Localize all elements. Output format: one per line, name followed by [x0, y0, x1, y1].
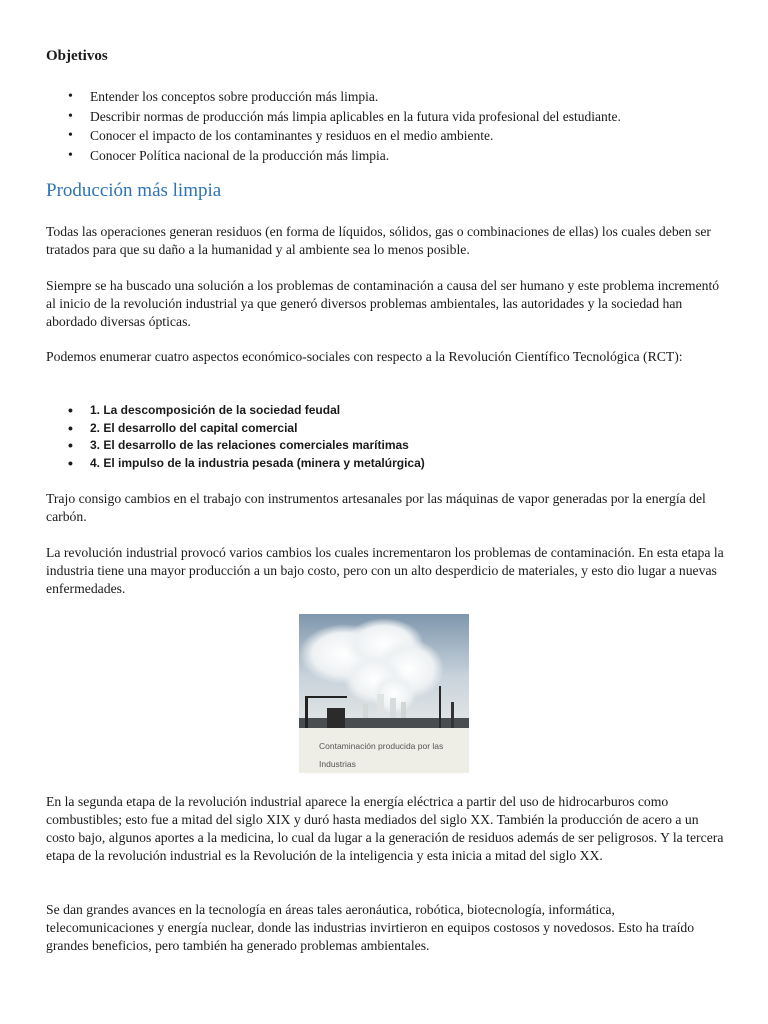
list-item: • Conocer el impacto de los contaminantes y residuos en el medio ambiente. — [46, 126, 746, 146]
list-item: • 1. La descomposición de la sociedad feudal — [46, 402, 646, 420]
paragraph: Se dan grandes avances en la tecnología en áreas tales aeronáutica, robótica, biotecnología, informática, telecomunicaciones y energía nuclear, donde las industrias invirtieron en equipos costosos y novedosos. Esto ha traído grandes beneficios, pero también ha generado problemas ambientales. — [46, 902, 695, 953]
caption-line: Contaminación producida por las — [319, 741, 444, 751]
paragraph: Todas las operaciones generan residuos (en forma de líquidos, sólidos, gas o combinaciones de ellas) los cuales deben ser tratados para que su daño a la humanidad y al ambiente sea lo menos posible. — [46, 224, 711, 257]
pollution-figure — [299, 614, 469, 773]
paragraph: En la segunda etapa de la revolución industrial aparece la energía eléctrica a partir del uso de hidrocarburos como combustibles; esto fue a mitad del siglo XIX y duró hasta mediados del siglo XX. También la producción de acero a un costo bajo, algunos aportes a la medicina, lo cual da lugar a la generación de residuos además de ser peligrosos. Y la tercera etapa de la revolución industrial es la Revolución de la inteligencia y esta inicia a mitad del siglo XX. — [46, 794, 724, 863]
figure-caption — [319, 737, 459, 773]
paragraph: Trajo consigo cambios en el trabajo con instrumentos artesanales por las máquinas de vapor generadas por la energía del carbón. — [46, 491, 706, 524]
paragraph: Siempre se ha buscado una solución a los problemas de contaminación a causa del ser humano y este problema incrementó al inicio de la revolución industrial ya que generó diversos problemas ambientales, las autoridades y la sociedad han abordado diversas ópticas. — [46, 278, 720, 329]
list-item: • 4. El impulso de la industria pesada (minera y metalúrgica) — [46, 455, 646, 473]
objectives-title: Objetivos — [46, 48, 108, 64]
list-item: • 2. El desarrollo del capital comercial — [46, 420, 646, 438]
paragraph: La revolución industrial provocó varios cambios los cuales incrementaron los problemas de contaminación. En esta etapa la industria tiene una mayor producción a un bajo costo, pero con un alto desperdicio de materiales, y esto dio lugar a nuevas enfermedades. — [46, 545, 724, 596]
aspects-list — [46, 402, 646, 472]
list-item: • Entender los conceptos sobre producción más limpia. — [46, 87, 746, 107]
objectives-list — [46, 87, 746, 165]
list-item: • 3. El desarrollo de las relaciones comerciales marítimas — [46, 437, 646, 455]
paragraph: Podemos enumerar cuatro aspectos económico-sociales con respecto a la Revolución Científico Tecnológica (RCT): — [46, 349, 683, 364]
section-heading: Producción más limpia — [46, 180, 222, 201]
list-item: • Conocer Política nacional de la producción más limpia. — [46, 146, 746, 166]
list-item: • Describir normas de producción más limpia aplicables en la futura vida profesional del estudiante. — [46, 107, 746, 127]
caption-line: Industrias — [319, 759, 356, 769]
